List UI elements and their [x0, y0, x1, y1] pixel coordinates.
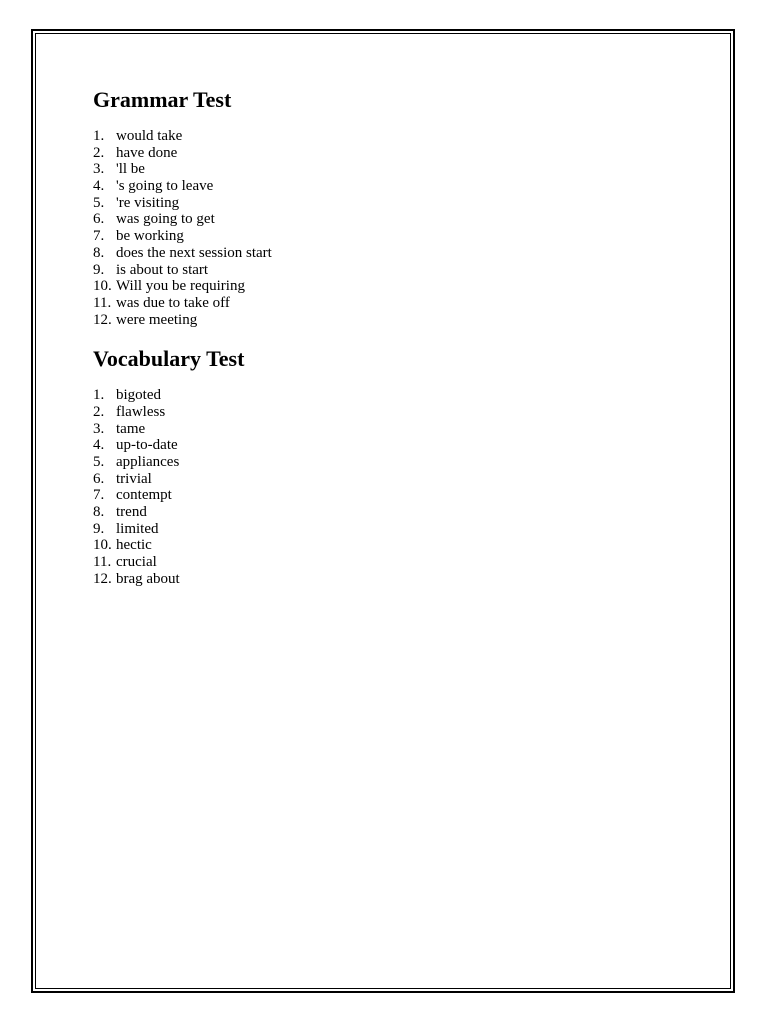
item-number: 11. — [93, 554, 112, 571]
list-item — [93, 387, 653, 404]
grammar-test-title: Grammar Test — [93, 87, 232, 112]
section-spacer — [93, 328, 653, 345]
item-text: hectic — [116, 537, 152, 554]
list-item — [93, 421, 653, 438]
list-item — [93, 262, 653, 279]
item-text: was due to take off — [116, 294, 230, 311]
item-number: 10. — [93, 278, 112, 295]
item-text: contempt — [116, 487, 172, 504]
answer-key-content — [93, 86, 653, 588]
item-number: 9. — [93, 520, 105, 537]
list-item — [93, 437, 653, 454]
list-item — [93, 145, 653, 162]
item-text: crucial — [116, 554, 157, 571]
list-item — [93, 278, 653, 295]
list-item — [93, 521, 653, 538]
item-number: 7. — [93, 228, 105, 245]
item-number: 1. — [93, 387, 105, 404]
item-number: 5. — [93, 194, 105, 211]
item-text: does the next session start — [116, 244, 272, 261]
item-number: 3. — [93, 161, 105, 178]
item-text: flawless — [116, 403, 166, 420]
item-number: 12. — [93, 570, 112, 587]
item-number: 8. — [93, 244, 105, 261]
list-item — [93, 211, 653, 228]
item-number: 2. — [93, 403, 105, 420]
list-item — [93, 312, 653, 329]
item-number: 4. — [93, 178, 105, 195]
item-text: Will you be requiring — [116, 278, 245, 295]
item-number: 7. — [93, 487, 105, 504]
item-number: 6. — [93, 211, 105, 228]
list-item — [93, 504, 653, 521]
item-number: 12. — [93, 311, 112, 328]
grammar-test-section — [93, 86, 653, 328]
item-number: 11. — [93, 294, 112, 311]
list-item — [93, 404, 653, 421]
item-number: 4. — [93, 437, 105, 454]
list-item — [93, 245, 653, 262]
item-text: trivial — [116, 470, 152, 487]
item-text: were meeting — [116, 311, 198, 328]
list-item — [93, 554, 653, 571]
item-text: was going to get — [116, 211, 215, 228]
list-item — [93, 571, 653, 588]
item-number: 8. — [93, 504, 105, 521]
item-text: trend — [116, 504, 147, 521]
vocabulary-answer-list — [93, 387, 653, 587]
item-text: up-to-date — [116, 437, 178, 454]
list-item — [93, 295, 653, 312]
list-item — [93, 471, 653, 488]
item-text: limited — [116, 520, 159, 537]
item-number: 2. — [93, 144, 105, 161]
item-text: is about to start — [116, 261, 209, 278]
item-text: 'll be — [116, 161, 145, 178]
item-number: 9. — [93, 261, 105, 278]
item-text: 's going to leave — [116, 178, 214, 195]
item-number: 6. — [93, 470, 105, 487]
item-text: would take — [116, 128, 183, 144]
list-item — [93, 178, 653, 195]
list-item — [93, 487, 653, 504]
vocabulary-test-section — [93, 345, 653, 587]
item-text: tame — [116, 420, 146, 437]
item-text: 're visiting — [116, 194, 180, 211]
grammar-answer-list — [93, 128, 653, 328]
list-item — [93, 537, 653, 554]
item-text: be working — [116, 228, 184, 245]
item-text: appliances — [116, 454, 180, 470]
item-text: have done — [116, 144, 178, 161]
item-number: 10. — [93, 537, 112, 554]
vocabulary-test-title: Vocabulary Test — [93, 346, 245, 372]
list-item — [93, 195, 653, 212]
list-item — [93, 128, 653, 145]
list-item — [93, 454, 653, 471]
item-number: 1. — [93, 128, 105, 144]
item-text: brag about — [116, 570, 180, 587]
item-number: 3. — [93, 420, 105, 437]
item-text: bigoted — [116, 387, 161, 404]
item-number: 5. — [93, 454, 105, 470]
list-item — [93, 161, 653, 178]
list-item — [93, 228, 653, 245]
